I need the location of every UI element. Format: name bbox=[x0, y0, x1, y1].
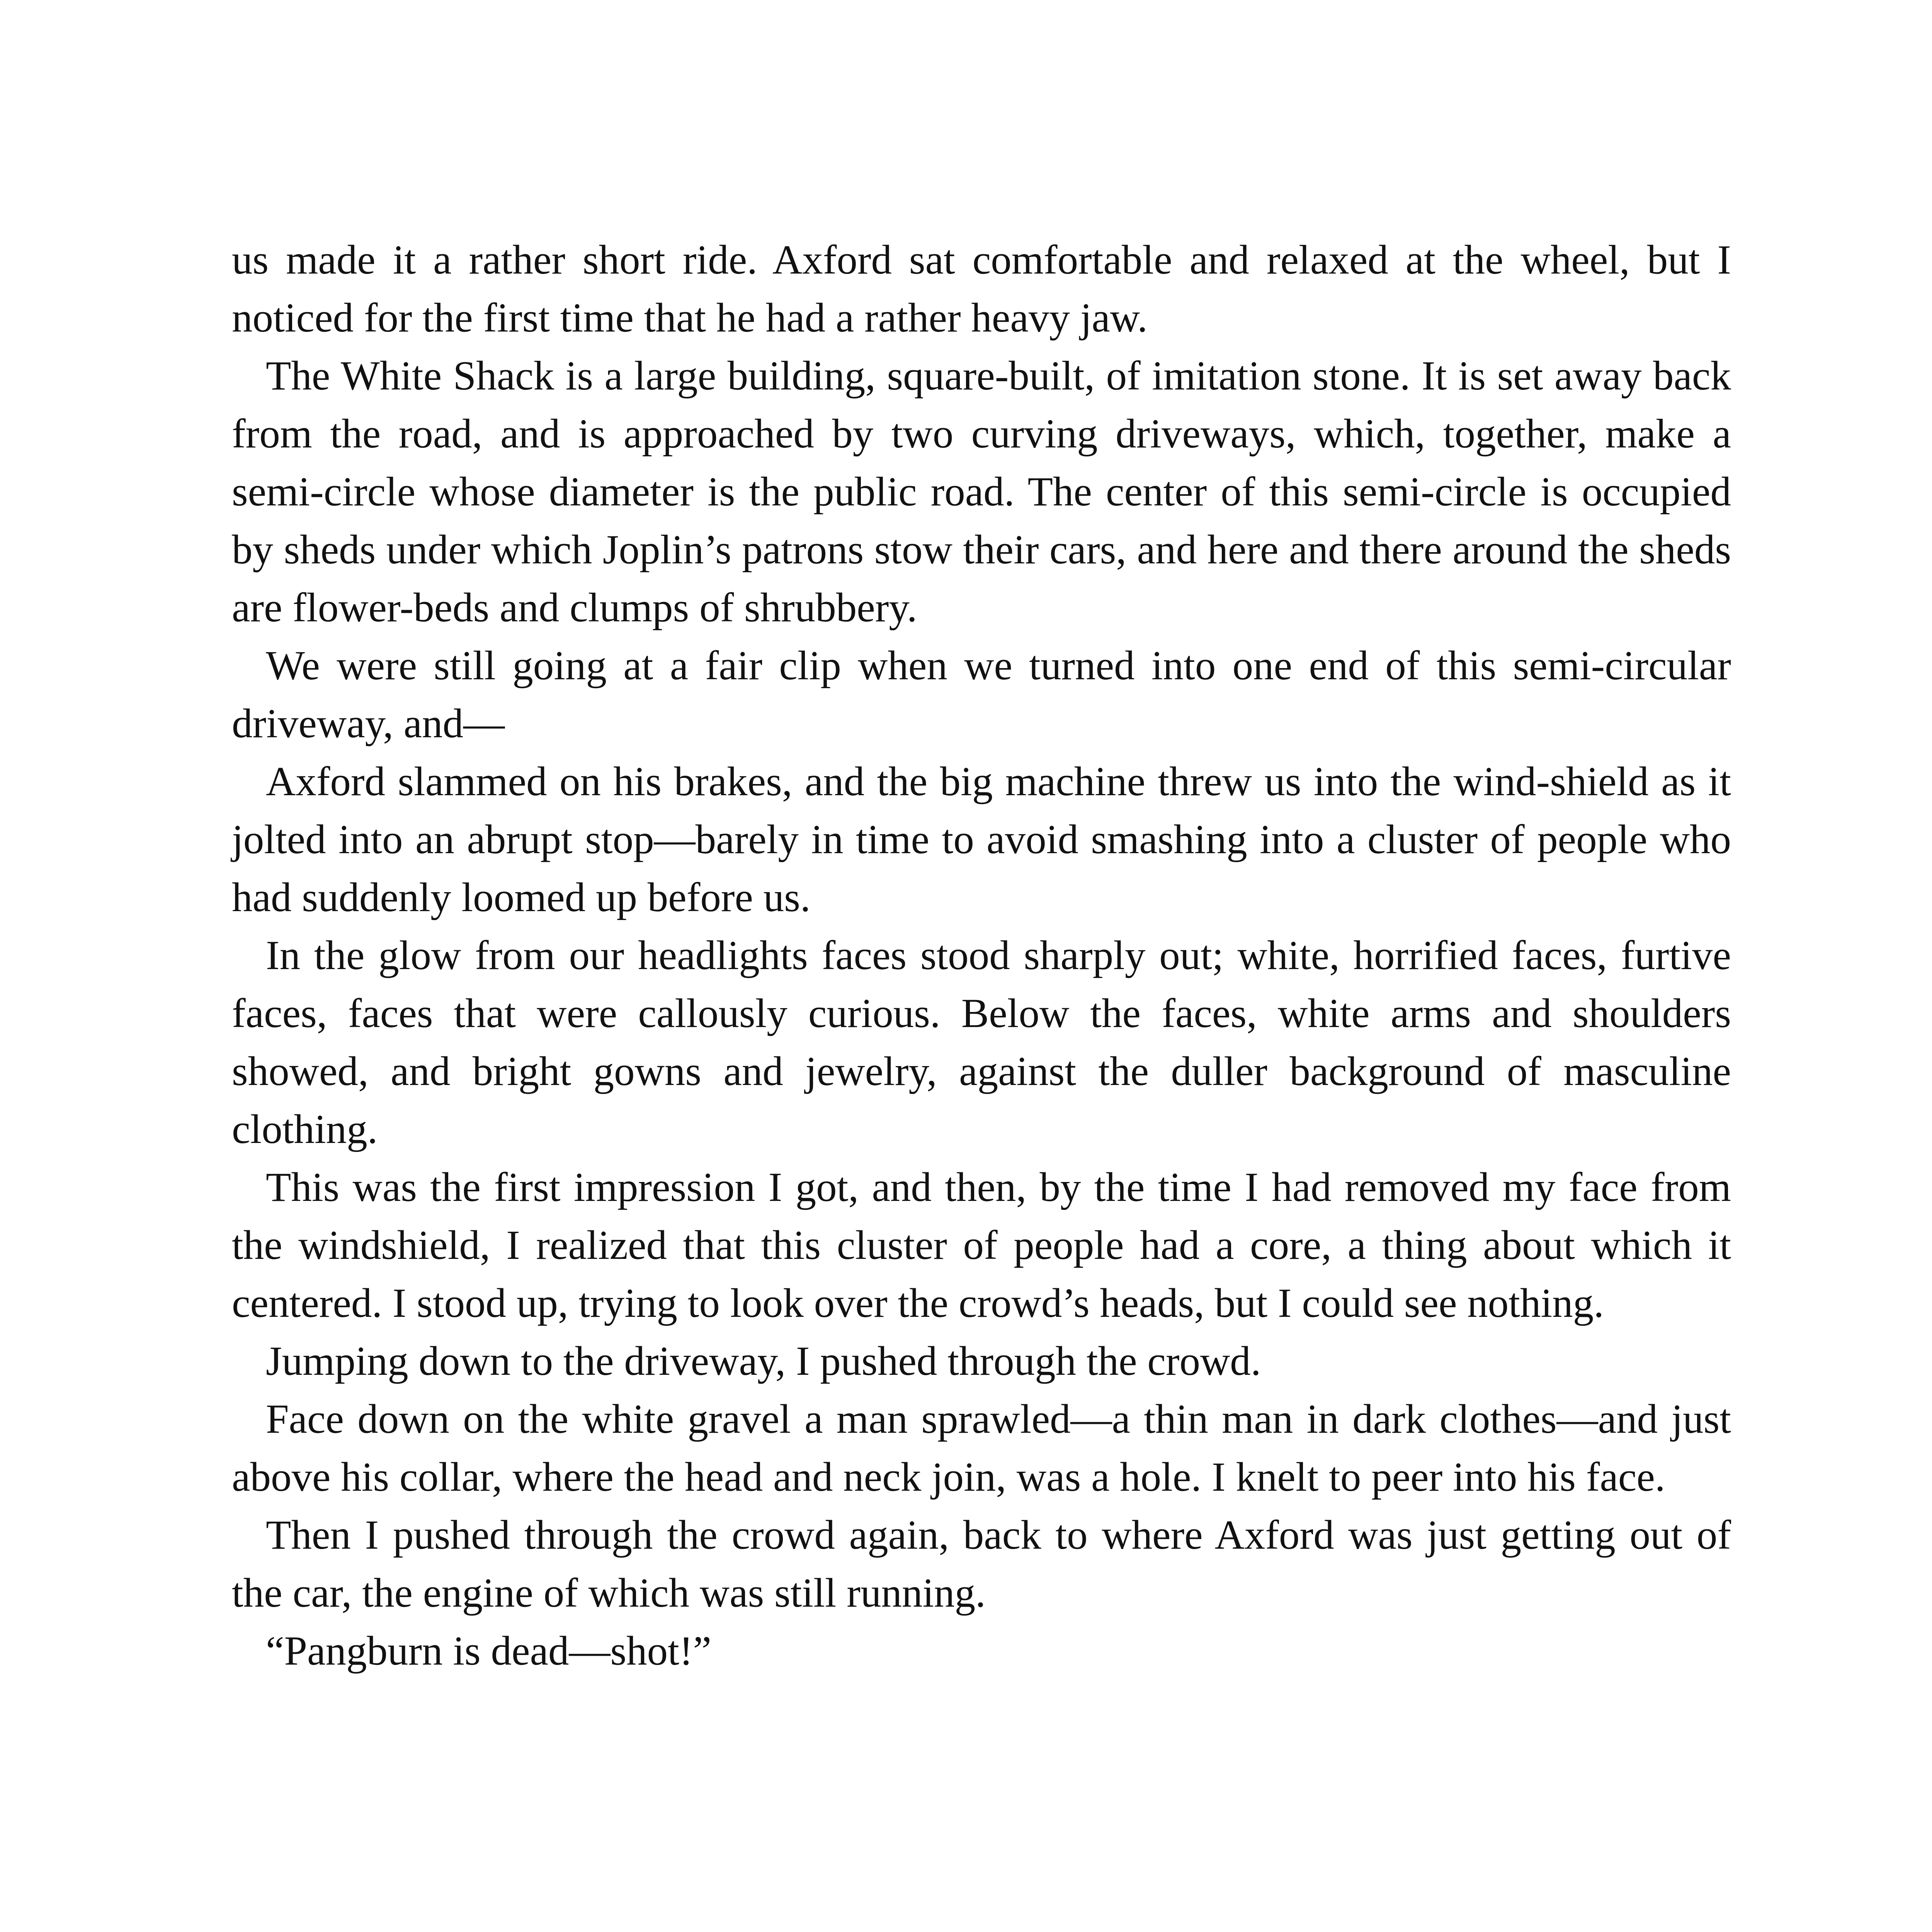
body-text-top bbox=[232, 231, 1731, 1680]
paragraph: Jumping down to the driveway, I pushed through the crowd. bbox=[266, 1338, 1261, 1384]
paragraph: Axford slammed on his brakes, and the big machine threw us into the wind-shield as it jolted into an abrupt stop—barely in time to avoid smashing into a cluster of people who had suddenly loomed up before us. bbox=[232, 759, 1731, 920]
paragraph: “Pangburn is dead—shot!” bbox=[266, 1628, 711, 1674]
paragraph: Face down on the white gravel a man sprawled—a thin man in dark clothes—and just above his collar, where the head and neck join, was a hole. I knelt to peer into his face. bbox=[232, 1396, 1731, 1500]
paragraph: We were still going at a fair clip when we turned into one end of this semi-circular driveway, and— bbox=[232, 643, 1731, 747]
paragraph: This was the first impression I got, and then, by the time I had removed my face from the windshield, I realized that this cluster of people had a core, a thing about which it centered. I stood up, trying to look over the crowd’s heads, but I could see nothing. bbox=[232, 1165, 1731, 1326]
paragraph: Then I pushed through the crowd again, back to where Axford was just getting out of the car, the engine of which was still running. bbox=[232, 1512, 1731, 1616]
paragraph: us made it a rather short ride. Axford sat comfortable and relaxed at the wheel, but I noticed for the first time that he had a rather heavy jaw. bbox=[232, 237, 1731, 341]
paragraph: In the glow from our headlights faces stood sharply out; white, horrified faces, furtive faces, faces that were callously curious. Below the faces, white arms and shoulders showed, and bright gowns and jewelry, against the duller background of masculine clothing. bbox=[232, 933, 1731, 1152]
paragraph: The White Shack is a large building, square-built, of imitation stone. It is set away back from the road, and is approached by two curving driveways, which, together, make a semi-circle whose diameter is the public road. The center of this semi-circle is occupied by sheds under which Joplin’s patrons stow their cars, and here and there around the sheds are flower-beds and clumps of shrubbery. bbox=[232, 353, 1731, 631]
chapter-heading bbox=[232, 1929, 1731, 1932]
